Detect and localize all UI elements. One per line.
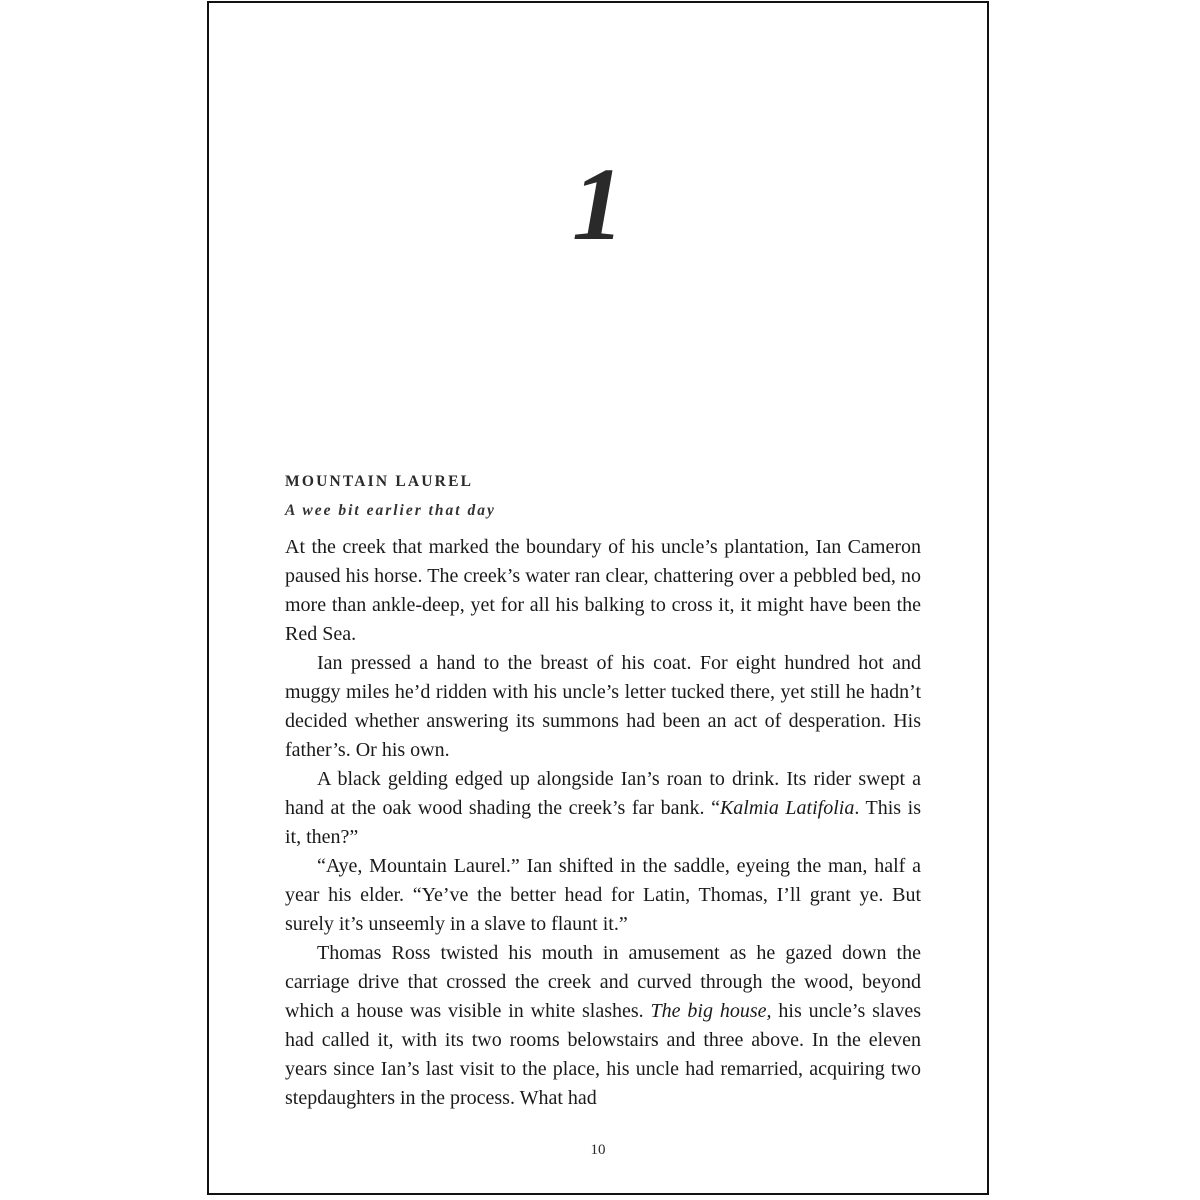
page-number: 10 (590, 1142, 606, 1158)
paragraph (285, 765, 921, 852)
paragraph (285, 649, 921, 765)
body-text (285, 533, 921, 1113)
italic-text-run: Kalmia Latifolia (719, 797, 855, 819)
italic-text-run: The big house, (650, 1000, 772, 1022)
text-run: Thomas Ross twisted his mouth in amusement as he gazed down the carriage drive that crossed the creek and curved through the wood, beyond which a house was visible in white slashes. (285, 942, 921, 1022)
paragraph (285, 939, 921, 1113)
paragraph (285, 533, 921, 649)
text-run: his uncle’s slaves had called it, with its two rooms belowstairs and three above. In the eleven years since Ian’s last visit to the place, his uncle had remarried, acquiring two stepdaughters in the process. What had (285, 1000, 922, 1109)
text-run: At the creek that marked the boundary of his uncle’s plantation, Ian Cameron paused his horse. The creek’s water ran clear, chattering over a pebbled bed, no more than ankle-deep, yet for all his balking to cross it, it might have been the Red Sea. (285, 536, 921, 645)
section-heading: MOUNTAIN LAUREL (285, 473, 474, 490)
text-run: . This is it, then?” (285, 797, 921, 848)
book-page (207, 1, 989, 1195)
text-run: A black gelding edged up alongside Ian’s roan to drink. Its rider swept a hand at the oak wood shading the creek’s far bank. “ (285, 768, 921, 819)
section-subheading: A wee bit earlier that day (285, 502, 496, 519)
text-run: “Aye, Mountain Laurel.” Ian shifted in the saddle, eyeing the man, half a year his elder. “Ye’ve the better head for Latin, Thomas, I’ll grant ye. But surely it’s unseemly in a slave to flaunt it.” (285, 855, 921, 935)
text-run: Ian pressed a hand to the breast of his coat. For eight hundred hot and muggy miles he’d ridden with his uncle’s letter tucked there, yet still he hadn’t decided whether answering its summons had been an act of desperation. His father’s. Or his own. (285, 652, 921, 761)
paragraph (285, 852, 921, 939)
chapter-number: 1 (572, 147, 624, 262)
